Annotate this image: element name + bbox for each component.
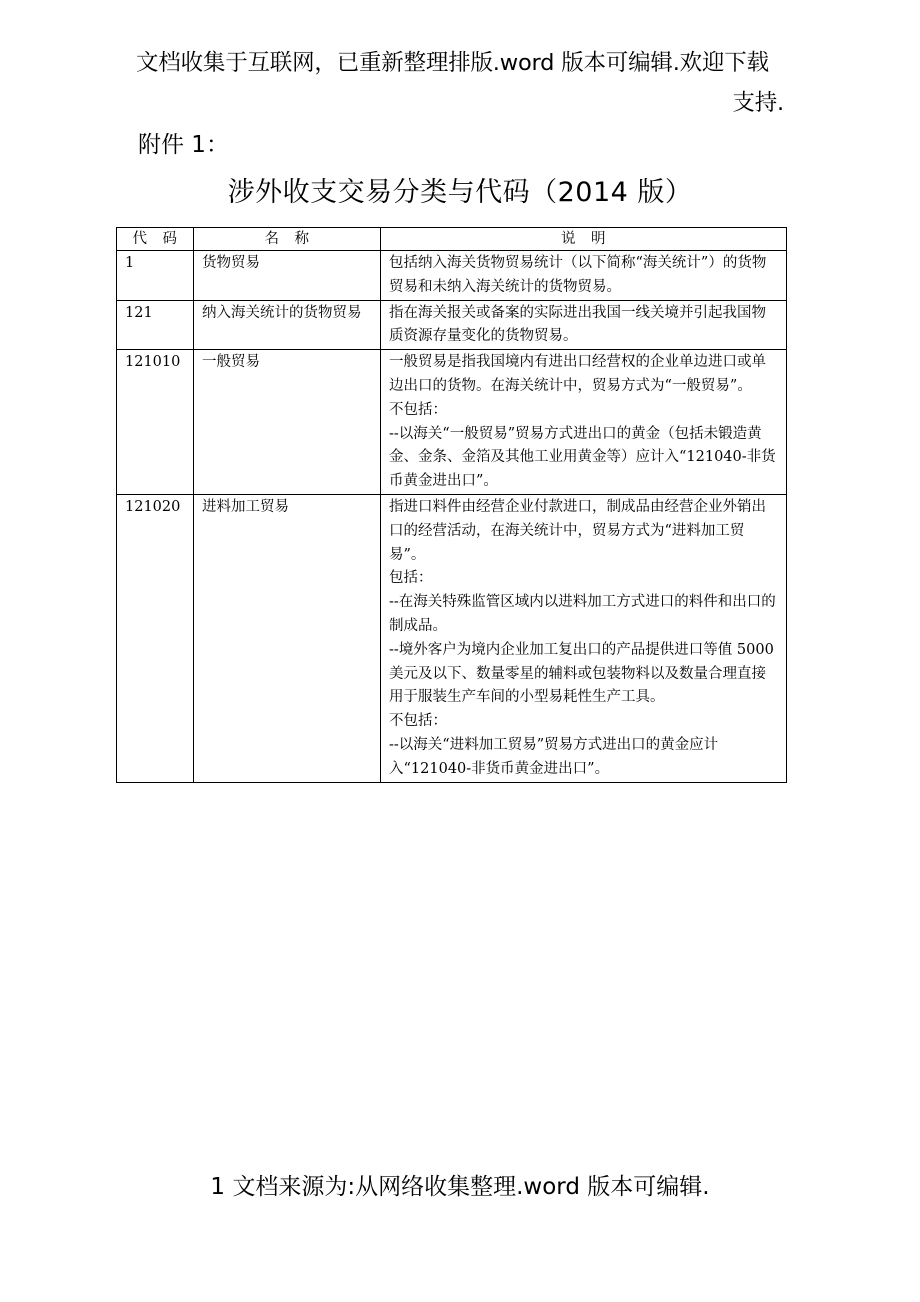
- header-line-1: 文档收集于互联网，已重新整理排版.word 版本可编辑.欢迎下载: [136, 50, 769, 76]
- description-paragraph: 不包括：: [389, 401, 447, 418]
- cell-description: [381, 494, 787, 782]
- cell-name: 货物贸易: [194, 251, 381, 301]
- description-paragraph: --在海关特殊监管区域内以进料加工方式进口的料件和出口的制成品。: [389, 594, 776, 634]
- description-paragraph: --以海关“一般贸易”贸易方式进出口的黄金（包括未锻造黄金、金条、金箔及其他工业用黄金等）应计入“121040-非货币黄金进出口”。: [389, 425, 776, 490]
- cell-code: 1: [117, 251, 194, 301]
- cell-code: 121020: [117, 494, 194, 782]
- cell-name: 一般贸易: [194, 350, 381, 495]
- cell-description: [381, 251, 787, 301]
- column-header-code: 代 码: [117, 228, 194, 251]
- table-row: [117, 300, 787, 350]
- classification-table: [116, 227, 787, 783]
- header-line-2: 支持.: [732, 90, 784, 116]
- description-paragraph: 包括：: [389, 570, 433, 587]
- description-paragraph: 不包括：: [389, 713, 447, 730]
- cell-description: [381, 350, 787, 495]
- cell-description: [381, 300, 787, 350]
- description-paragraph: 一般贸易是指我国境内有进出口经营权的企业单边进口或单边出口的货物。在海关统计中，贸易方式为“一般贸易”。: [389, 354, 766, 394]
- description-paragraph: 指在海关报关或备案的实际进出我国一线关境并引起我国物质资源存量变化的货物贸易。: [389, 304, 766, 345]
- table-row: [117, 350, 787, 495]
- cell-name: 进料加工贸易: [194, 494, 381, 782]
- description-paragraph: --境外客户为境内企业加工复出口的产品提供进口等值 5000 美元及以下、数量零星的辅料或包装物料以及数量合理直接用于服装生产车间的小型易耗性生产工具。: [389, 641, 774, 706]
- table-row: [117, 494, 787, 782]
- description-paragraph: 包括纳入海关货物贸易统计（以下简称“海关统计”）的货物贸易和未纳入海关统计的货物贸易。: [389, 255, 767, 295]
- table-header-row: [117, 228, 787, 251]
- column-header-name: 名 称: [194, 228, 381, 251]
- cell-name: 纳入海关统计的货物贸易: [194, 300, 381, 350]
- attachment-label: 附件 1：: [138, 132, 229, 158]
- column-header-description: 说 明: [381, 228, 787, 251]
- description-paragraph: 指进口料件由经营企业付款进口，制成品由经营企业外销出口的经营活动，在海关统计中，贸易方式为“进料加工贸易”。: [389, 498, 766, 563]
- description-paragraph: --以海关“进料加工贸易”贸易方式进出口的黄金应计入“121040-非货币黄金进出口”。: [389, 736, 719, 777]
- cell-code: 121: [117, 300, 194, 350]
- document-title: 涉外收支交易分类与代码（2014 版）: [227, 177, 693, 208]
- cell-code: 121010: [117, 350, 194, 495]
- page-footer: 1 文档来源为:从网络收集整理.word 版本可编辑.: [210, 1174, 710, 1200]
- table-row: [117, 251, 787, 301]
